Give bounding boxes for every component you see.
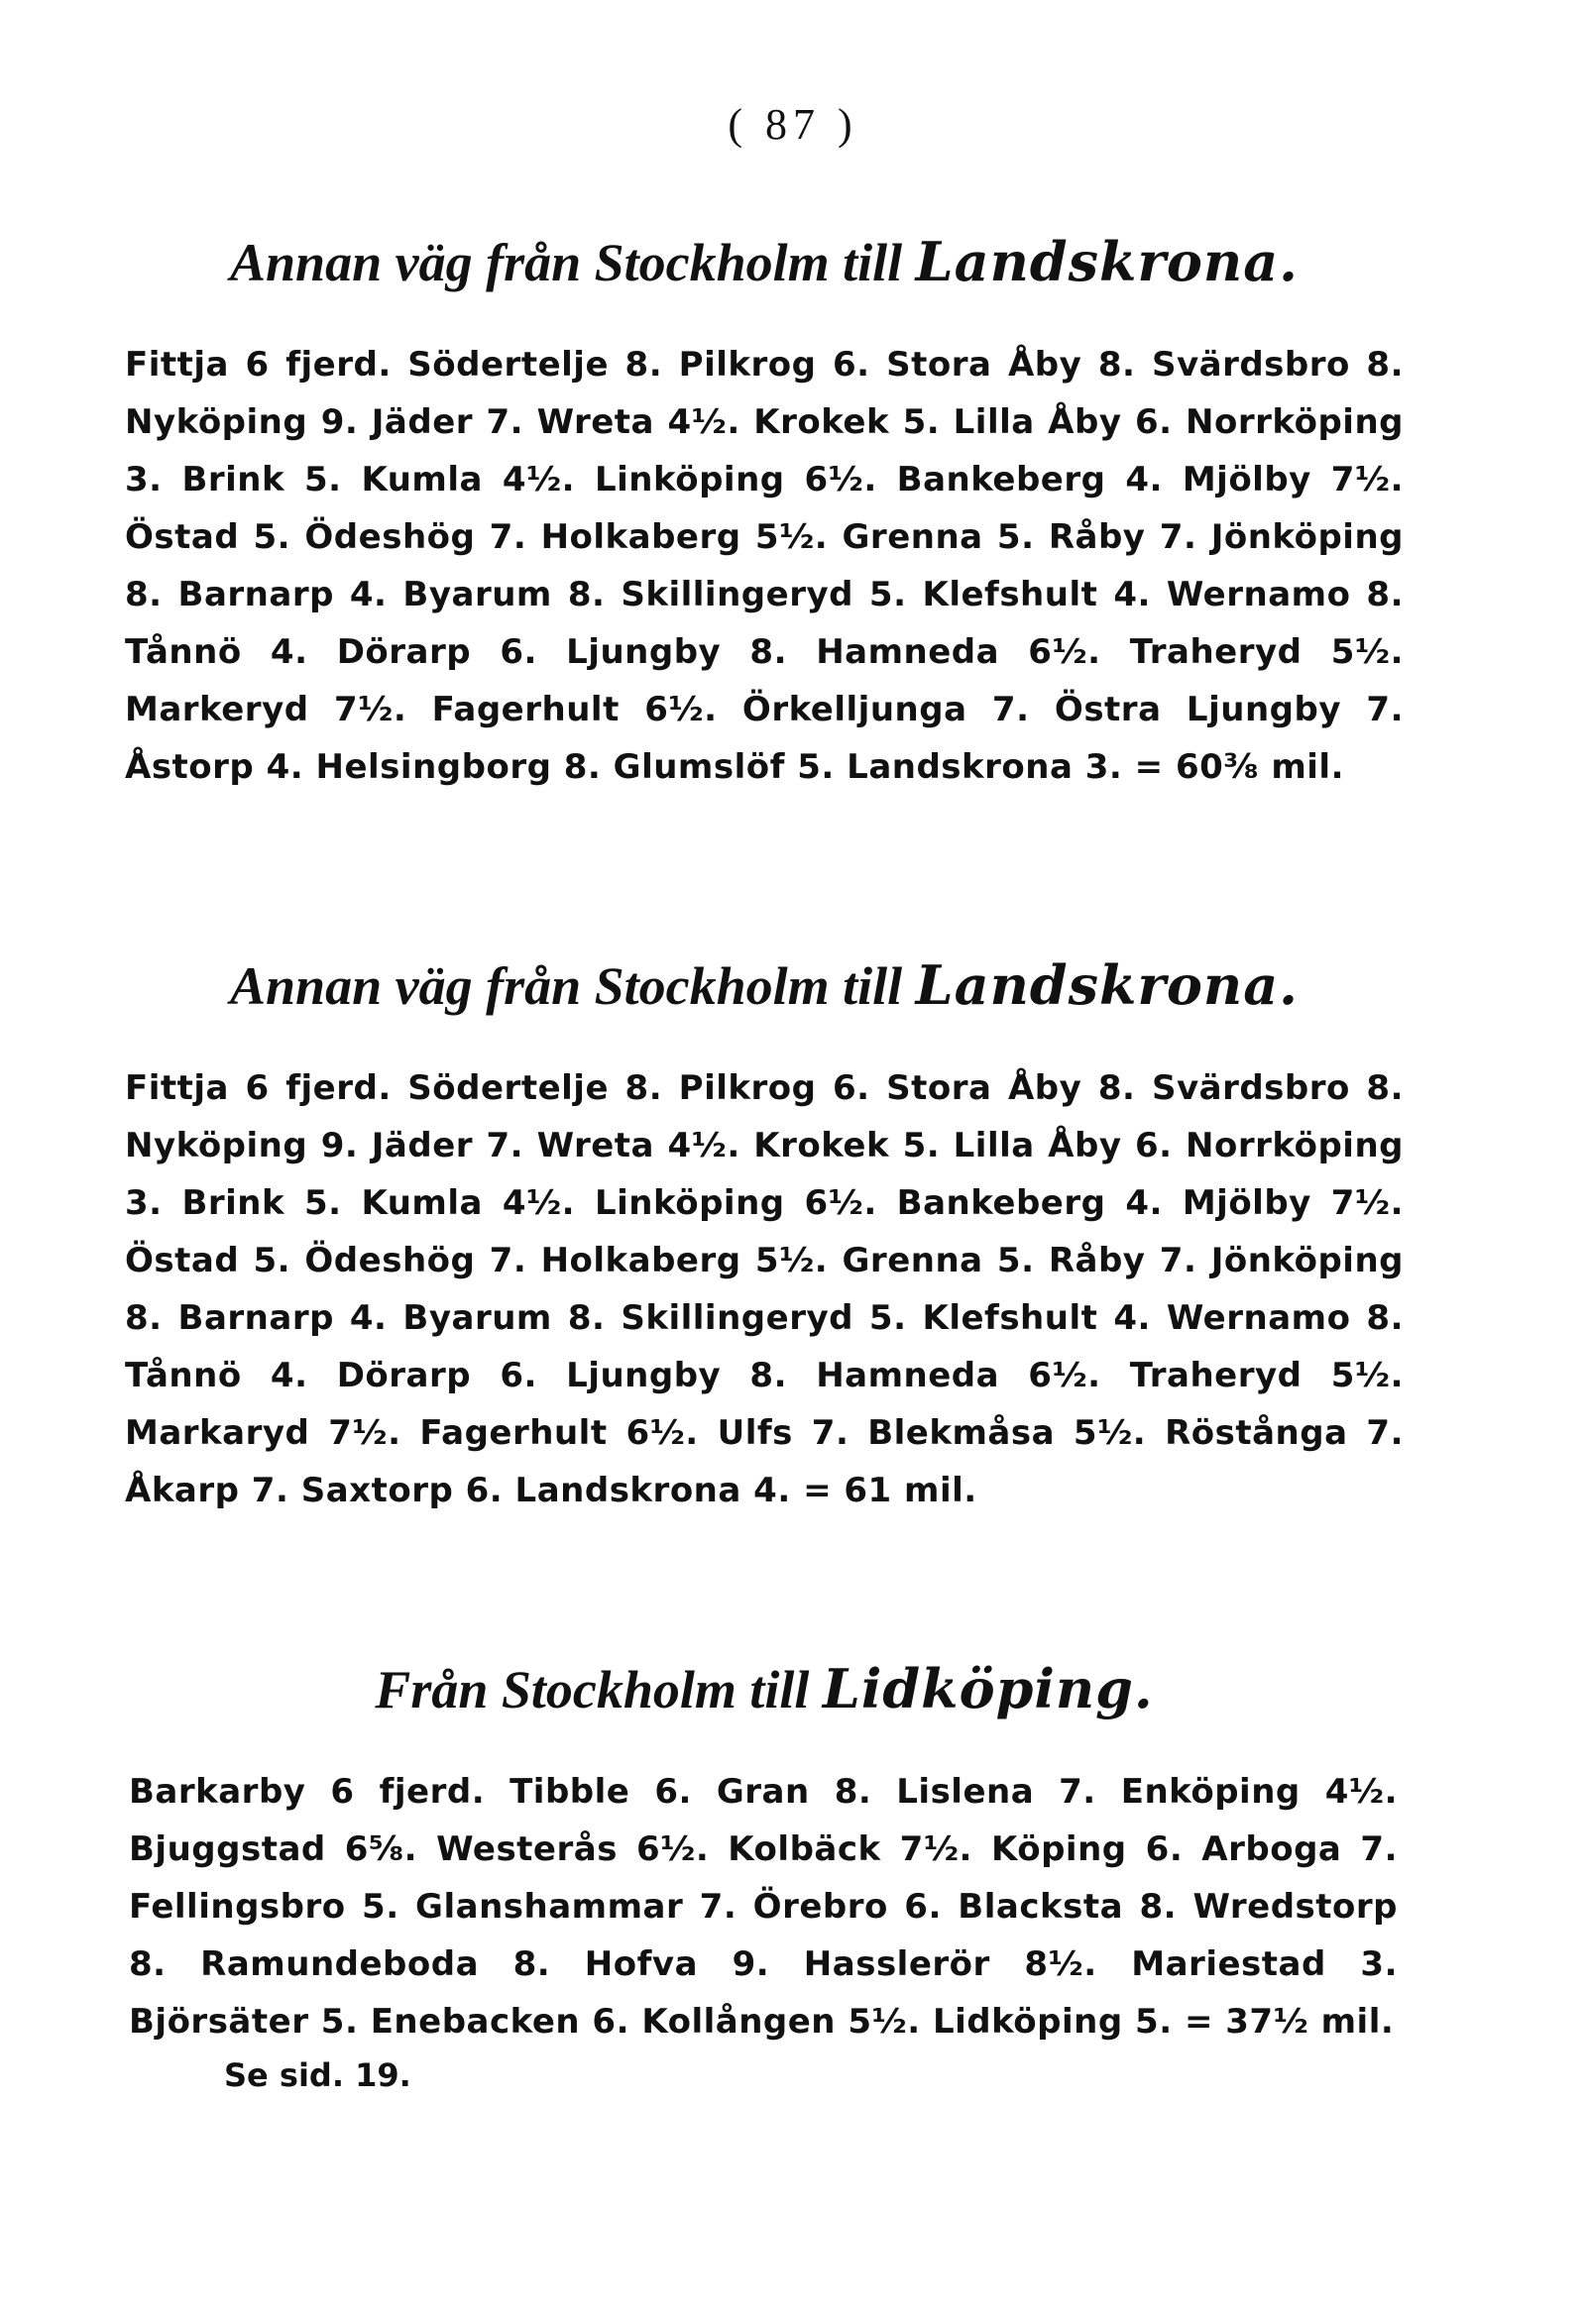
heading-prefix: Annan väg från Stockholm till: [230, 956, 903, 1016]
heading-destination: Landskrona.: [915, 230, 1299, 293]
section-heading: [125, 230, 1404, 294]
section-heading: [125, 953, 1404, 1018]
route-section-lidkoping: [125, 1657, 1404, 2100]
heading-prefix: Från Stockholm till: [375, 1660, 810, 1719]
route-section-landskrona-2: [125, 953, 1404, 1519]
route-text: Barkarby 6 fjerd. Tibble 6. Gran 8. Lislena 7. Enköping 4½. Bjuggstad 6⅝. Westerås 6½. Kolbäck 7½. Köping 6. Arboga 7. Fellingsbro 5. Glanshammar 7. Örebro 6. Blacksta 8. Wredstorp 8. Ramundeboda 8. Hofva 9. Hasslerör 8½. Mariestad 3. Björsäter 5. Enebacken 6. Kollången 5½. Lidköping 5. = 37½ mil.: [129, 1772, 1398, 2042]
heading-destination: Landskrona.: [915, 953, 1299, 1017]
heading-prefix: Annan väg från Stockholm till: [230, 233, 903, 292]
section-heading: [125, 1657, 1404, 1721]
cross-reference-note: Se sid. 19.: [224, 2056, 411, 2094]
route-text: Fittja 6 fjerd. Södertelje 8. Pilkrog 6. Stora Åby 8. Svärdsbro 8. Nyköping 9. Jäder 7. Wreta 4½. Krokek 5. Lilla Åby 6. Norrköping 3. Brink 5. Kumla 4½. Linköping 6½. Bankeberg 4. Mjölby 7½. Östad 5. Ödeshög 7. Holkaberg 5½. Grenna 5. Råby 7. Jönköping 8. Barnarp 4. Byarum 8. Skillingeryd 5. Klefshult 4. Wernamo 8. Tånnö 4. Dörarp 6. Ljungby 8. Hamneda 6½. Traheryd 5½. Markaryd 7½. Fagerhult 6½. Ulfs 7. Blekmåsa 5½. Röstånga 7. Åkarp 7. Saxtorp 6. Landskrona 4. = 61 mil.: [125, 1068, 1404, 1510]
page-number: ( 87 ): [728, 100, 858, 149]
route-text: Fittja 6 fjerd. Södertelje 8. Pilkrog 6. Stora Åby 8. Svärdsbro 8. Nyköping 9. Jäder 7. Wreta 4½. Krokek 5. Lilla Åby 6. Norrköping 3. Brink 5. Kumla 4½. Linköping 6½. Bankeberg 4. Mjölby 7½. Östad 5. Ödeshög 7. Holkaberg 5½. Grenna 5. Råby 7. Jönköping 8. Barnarp 4. Byarum 8. Skillingeryd 5. Klefshult 4. Wernamo 8. Tånnö 4. Dörarp 6. Ljungby 8. Hamneda 6½. Traheryd 5½. Markeryd 7½. Fagerhult 6½. Örkelljunga 7. Östra Ljungby 7. Åstorp 4. Helsingborg 8. Glumslöf 5. Landskrona 3. = 60⅜ mil.: [125, 345, 1404, 787]
route-section-landskrona-1: [125, 230, 1404, 796]
heading-destination: Lidköping.: [822, 1657, 1154, 1720]
